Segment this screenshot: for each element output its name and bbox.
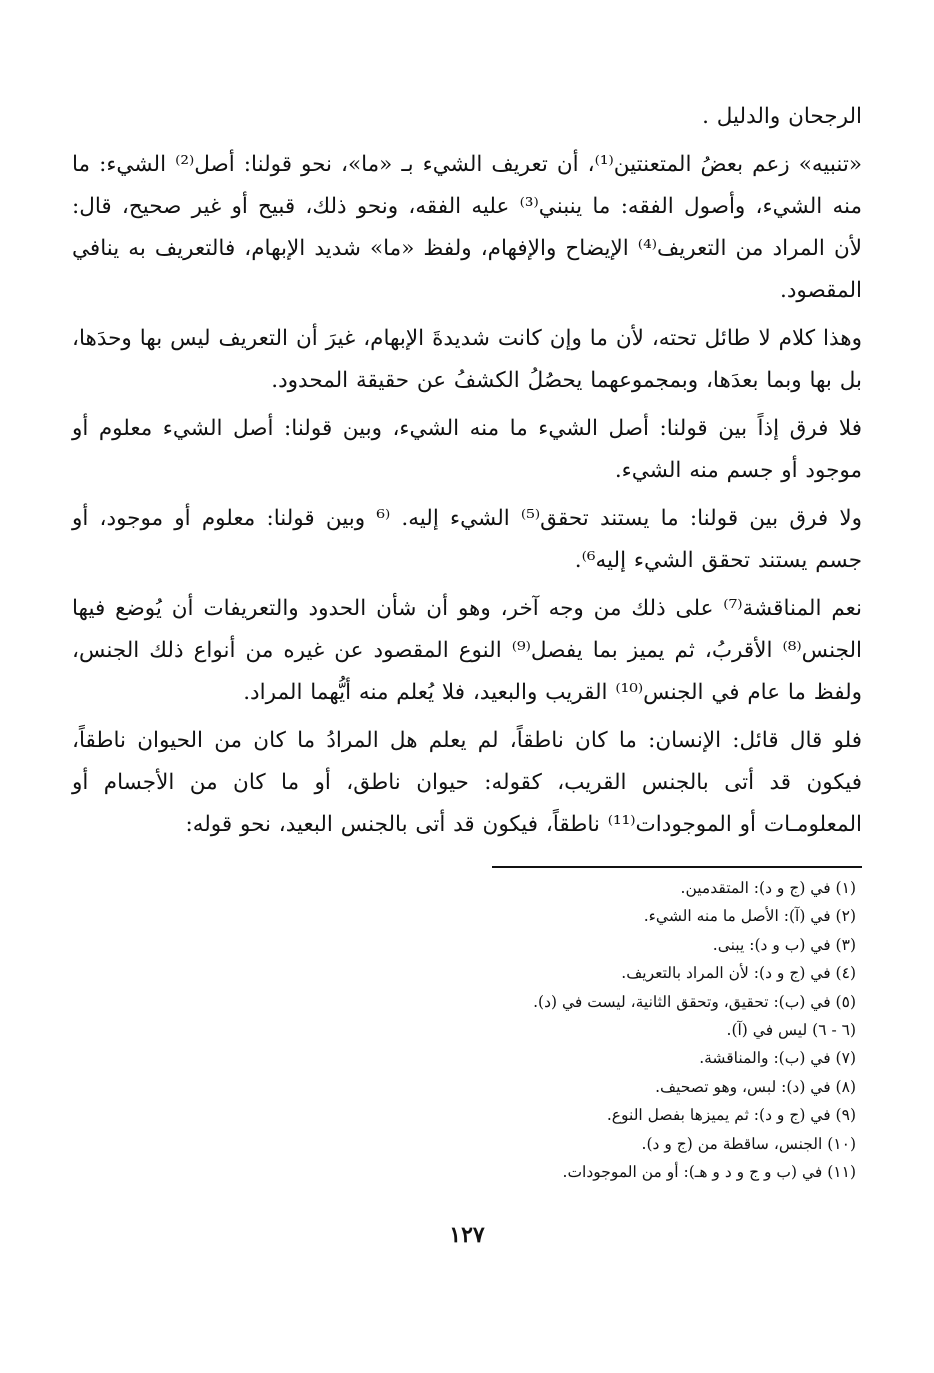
footnote-8: (٨) في (د): لبس، وهو تصحيف. xyxy=(655,1077,856,1096)
footnote-11: (١١) في (ب و ج و د و هـ): أو من الموجودات. xyxy=(562,1163,856,1182)
paragraph-7: فلو قال قائل: الإنسان: ما كان ناطقاً، لم يعلم هل المرادُ ما كان من الحيوان ناطقاً، فيكون قد أتى بالجنس القريب، كقوله: حيوان ناطق، أو ما كان من الأجسام أو المعلومـات أو الموجودات⁽¹¹⁾ ناطقاً، فيكون قد أتى بالجنس البعيد، نحو قوله: xyxy=(72,728,862,837)
footnote-7: (٧) في (ب): والمناقشة. xyxy=(699,1049,856,1068)
footnote-6: (٦ - ٦) ليس في (آ). xyxy=(726,1021,856,1040)
paragraph-6: نعم المناقشة⁽⁷⁾ على ذلك من وجه آخر، وهو أن شأن الحدود والتعريفات أن يُوضع فيها الجنس⁽⁸⁾ الأقربُ، ثم يميز بما يفصل⁽⁹⁾ النوع المقصود عن غيره من أنواع ذلك الجنس، ولفظ ما عام في الجنس⁽¹⁰⁾ القريب والبعيد، فلا يُعلم منه أيُّهما المراد. xyxy=(72,596,862,705)
footnote-divider xyxy=(492,866,862,868)
footnote-10: (١٠) الجنس، ساقطة من (ج و د). xyxy=(641,1134,856,1153)
footnote-2: (٢) في (آ): الأصل ما منه الشيء. xyxy=(643,907,856,926)
paragraph-1: الرجحان والدليل . xyxy=(702,104,862,129)
main-text xyxy=(72,96,862,852)
footnote-5: (٥) في (ب): تحقيق، وتحقق الثانية، ليست في (د). xyxy=(533,992,856,1011)
footnotes-list xyxy=(140,874,856,1186)
footnote-1: (١) في (ج و د): المتقدمين. xyxy=(680,879,856,897)
paragraph-3: وهذا كلام لا طائل تحته، لأن ما وإن كانت شديدةَ الإبهام، غيرَ أن التعريف ليس بها وحدَها، بل بها وبما بعدَها، وبمجموعهما يحصُلُ الكشفُ عن حقيقة المحدود. xyxy=(72,326,862,393)
paragraph-4: فلا فرق إذاً بين قولنا: أصل الشيء ما منه الشيء، وبين قولنا: أصل الشيء معلوم أو موجود أو جسم منه الشيء. xyxy=(72,416,862,483)
paragraph-5: ولا فرق بين قولنا: ما يستند تحقق⁽⁵⁾ الشيء إليه. ⁽⁶ وبين قولنا: معلوم أو موجود، أو جسم يستند تحقق الشيء إليه⁶⁾. xyxy=(72,506,863,573)
footnote-4: (٤) في (ج و د): لأن المراد بالتعريف. xyxy=(621,964,856,983)
footnote-9: (٩) في (ج و د): ثم يميزها بفصل النوع. xyxy=(606,1106,856,1125)
paragraph-2: «تنبيه» زعم بعضُ المتعنتين⁽¹⁾، أن تعريف الشيء بـ «ما»، نحو قولنا: أصل⁽²⁾ الشيء: ما منه الشيء، وأصول الفقه: ما ينبني⁽³⁾ عليه الفقه، ونحو ذلك، قبيح أو غير صحيح، قال: لأن المراد من التعريف⁽⁴⁾ الإيضاح والإفهام، ولفظ «ما» شديد الإبهام، فالتعريف به ينافي المقصود. xyxy=(72,152,862,303)
footnote-3: (٣) في (ب و د): يبنى. xyxy=(712,935,856,954)
page-number: ١٢٧ xyxy=(449,1222,485,1248)
